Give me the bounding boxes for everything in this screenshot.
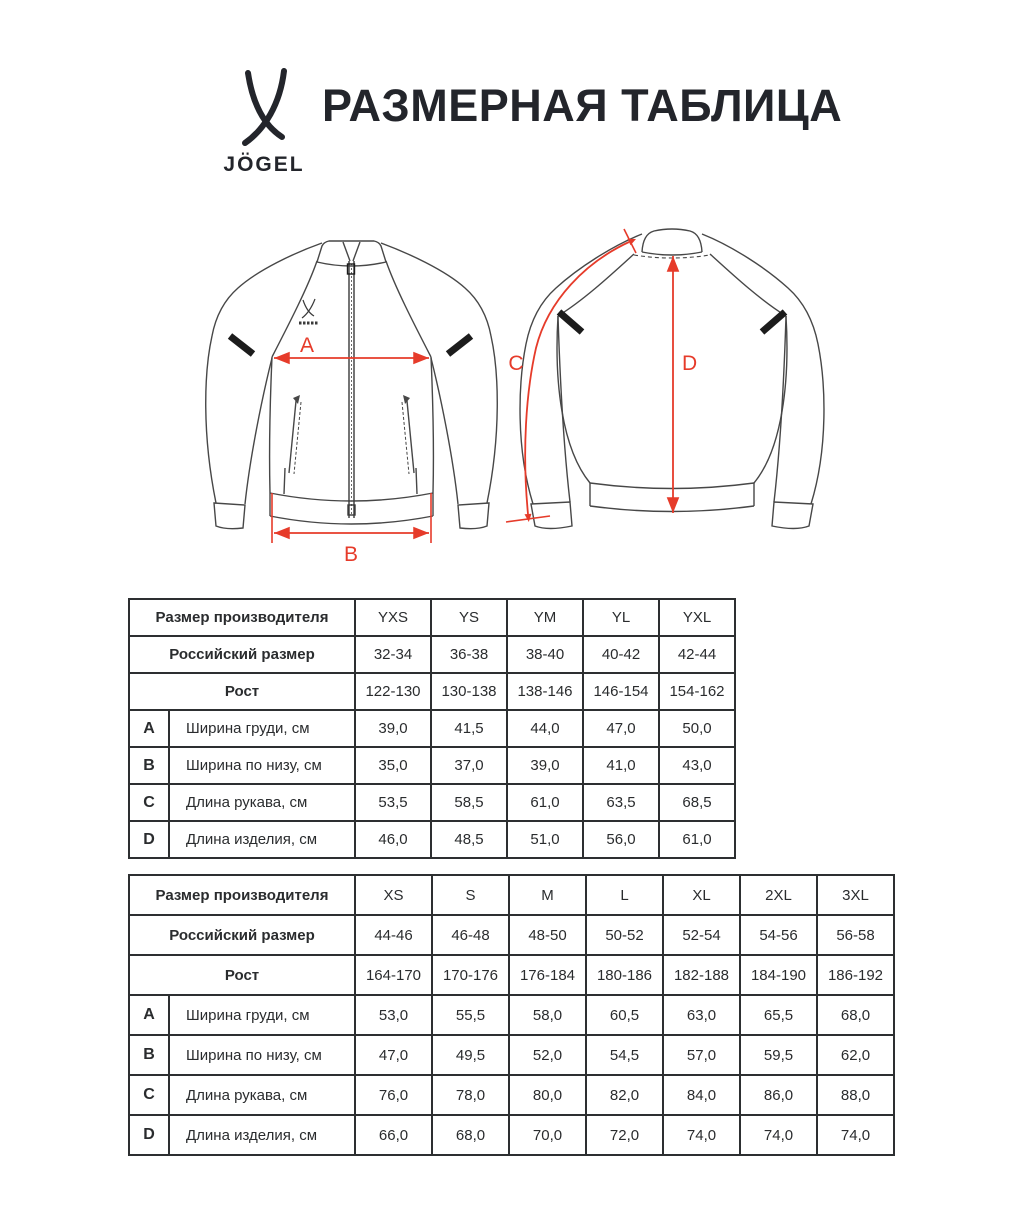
- header-row: [129, 915, 894, 955]
- measure-value: 37,0: [431, 747, 507, 784]
- header-value: 186-192: [817, 955, 894, 995]
- measure-label: Длина изделия, см: [169, 1115, 355, 1155]
- size-table: [128, 598, 736, 859]
- measure-value: 58,5: [431, 784, 507, 821]
- measure-value: 44,0: [507, 710, 583, 747]
- measure-row: [129, 747, 735, 784]
- dim-label-c: C: [508, 352, 524, 375]
- measure-value: 41,0: [583, 747, 659, 784]
- measure-value: 68,5: [659, 784, 735, 821]
- measure-label: Ширина груди, см: [169, 710, 355, 747]
- chest-logo: [299, 299, 318, 323]
- jacket-measurement-diagram: [150, 212, 880, 567]
- header-row: [129, 673, 735, 710]
- header-value: 3XL: [817, 875, 894, 915]
- header-value: 40-42: [583, 636, 659, 673]
- brand-logo: [212, 68, 316, 177]
- measure-value: 63,5: [583, 784, 659, 821]
- measure-label: Длина рукава, см: [169, 784, 355, 821]
- header-value: 138-146: [507, 673, 583, 710]
- header-value: 184-190: [740, 955, 817, 995]
- header-value: 38-40: [507, 636, 583, 673]
- measure-label: Длина изделия, см: [169, 821, 355, 858]
- measure-value: 61,0: [659, 821, 735, 858]
- measure-value: 68,0: [432, 1115, 509, 1155]
- header-value: 52-54: [663, 915, 740, 955]
- measure-letter: C: [129, 1075, 169, 1115]
- front-jacket-drawing: [206, 241, 498, 529]
- measure-row: [129, 995, 894, 1035]
- measure-value: 55,5: [432, 995, 509, 1035]
- header-row: [129, 599, 735, 636]
- header-value: 56-58: [817, 915, 894, 955]
- brand-logo-icon: [235, 68, 293, 146]
- size-table-youth: [128, 598, 736, 859]
- header-value: 170-176: [432, 955, 509, 995]
- measure-value: 86,0: [740, 1075, 817, 1115]
- header-label: Рост: [129, 955, 355, 995]
- measure-value: 60,5: [586, 995, 663, 1035]
- measure-value: 52,0: [509, 1035, 586, 1075]
- header-value: 44-46: [355, 915, 432, 955]
- front-pockets: [289, 395, 414, 474]
- header-value: 164-170: [355, 955, 432, 995]
- measure-value: 51,0: [507, 821, 583, 858]
- header-label: Российский размер: [129, 636, 355, 673]
- measure-value: 48,5: [431, 821, 507, 858]
- header-label: Размер производителя: [129, 875, 355, 915]
- measure-value: 74,0: [817, 1115, 894, 1155]
- measure-value: 53,5: [355, 784, 431, 821]
- measure-value: 74,0: [663, 1115, 740, 1155]
- header-value: YM: [507, 599, 583, 636]
- header-value: 32-34: [355, 636, 431, 673]
- measure-row: [129, 1075, 894, 1115]
- dim-label-a: A: [299, 334, 315, 357]
- header-value: 42-44: [659, 636, 735, 673]
- header-value: XL: [663, 875, 740, 915]
- measure-label: Ширина по низу, см: [169, 747, 355, 784]
- measure-value: 74,0: [740, 1115, 817, 1155]
- header-value: M: [509, 875, 586, 915]
- header-value: XS: [355, 875, 432, 915]
- size-table-adult: [128, 874, 895, 1156]
- measure-label: Ширина по низу, см: [169, 1035, 355, 1075]
- measure-value: 46,0: [355, 821, 431, 858]
- header-label: Российский размер: [129, 915, 355, 955]
- measure-value: 78,0: [432, 1075, 509, 1115]
- measure-row: [129, 1035, 894, 1075]
- measure-value: 56,0: [583, 821, 659, 858]
- measure-value: 76,0: [355, 1075, 432, 1115]
- measure-row: [129, 821, 735, 858]
- measure-value: 41,5: [431, 710, 507, 747]
- header-value: 54-56: [740, 915, 817, 955]
- measure-value: 43,0: [659, 747, 735, 784]
- measure-value: 59,5: [740, 1035, 817, 1075]
- header-value: 48-50: [509, 915, 586, 955]
- measure-letter: C: [129, 784, 169, 821]
- measure-value: 58,0: [509, 995, 586, 1035]
- measure-value: 47,0: [355, 1035, 432, 1075]
- measure-value: 65,5: [740, 995, 817, 1035]
- header-value: 182-188: [663, 955, 740, 995]
- header-value: L: [586, 875, 663, 915]
- measure-arrow-b: [272, 493, 431, 566]
- measure-value: 39,0: [507, 747, 583, 784]
- measure-value: 49,5: [432, 1035, 509, 1075]
- measure-row: [129, 710, 735, 747]
- measure-row: [129, 784, 735, 821]
- page-title: РАЗМЕРНАЯ ТАБЛИЦА: [322, 80, 843, 131]
- measure-value: 61,0: [507, 784, 583, 821]
- header-value: YXS: [355, 599, 431, 636]
- dim-label-b: B: [343, 543, 359, 566]
- measure-letter: A: [129, 710, 169, 747]
- measure-row: [129, 1115, 894, 1155]
- measure-value: 35,0: [355, 747, 431, 784]
- measure-arrow-c: [506, 229, 636, 522]
- measure-value: 39,0: [355, 710, 431, 747]
- header-value: 46-48: [432, 915, 509, 955]
- header-value: 146-154: [583, 673, 659, 710]
- measure-letter: D: [129, 1115, 169, 1155]
- measure-letter: D: [129, 821, 169, 858]
- header-value: 130-138: [431, 673, 507, 710]
- header-value: S: [432, 875, 509, 915]
- measure-value: 50,0: [659, 710, 735, 747]
- measure-value: 57,0: [663, 1035, 740, 1075]
- header-value: YL: [583, 599, 659, 636]
- header-row: [129, 955, 894, 995]
- header-value: 176-184: [509, 955, 586, 995]
- measure-value: 80,0: [509, 1075, 586, 1115]
- size-table: [128, 874, 895, 1156]
- brand-logo-text: JÖGEL: [223, 153, 305, 176]
- measure-value: 84,0: [663, 1075, 740, 1115]
- measure-label: Ширина груди, см: [169, 995, 355, 1035]
- header-row: [129, 875, 894, 915]
- dim-label-d: D: [682, 352, 698, 375]
- measure-value: 70,0: [509, 1115, 586, 1155]
- measure-value: 68,0: [817, 995, 894, 1035]
- measure-value: 63,0: [663, 995, 740, 1035]
- header-value: 154-162: [659, 673, 735, 710]
- header-value: 36-38: [431, 636, 507, 673]
- measure-label: Длина рукава, см: [169, 1075, 355, 1115]
- measure-value: 82,0: [586, 1075, 663, 1115]
- measure-letter: A: [129, 995, 169, 1035]
- header-value: YXL: [659, 599, 735, 636]
- header-value: 180-186: [586, 955, 663, 995]
- header-value: 122-130: [355, 673, 431, 710]
- measure-letter: B: [129, 1035, 169, 1075]
- measure-value: 72,0: [586, 1115, 663, 1155]
- header-value: 2XL: [740, 875, 817, 915]
- measure-value: 62,0: [817, 1035, 894, 1075]
- header-label: Рост: [129, 673, 355, 710]
- header-row: [129, 636, 735, 673]
- header-value: 50-52: [586, 915, 663, 955]
- measure-arrow-d: [673, 256, 697, 513]
- measure-value: 88,0: [817, 1075, 894, 1115]
- measure-value: 54,5: [586, 1035, 663, 1075]
- header-label: Размер производителя: [129, 599, 355, 636]
- measure-value: 47,0: [583, 710, 659, 747]
- measure-letter: B: [129, 747, 169, 784]
- measure-value: 66,0: [355, 1115, 432, 1155]
- measure-value: 53,0: [355, 995, 432, 1035]
- header-value: YS: [431, 599, 507, 636]
- back-jacket-drawing: [520, 229, 824, 529]
